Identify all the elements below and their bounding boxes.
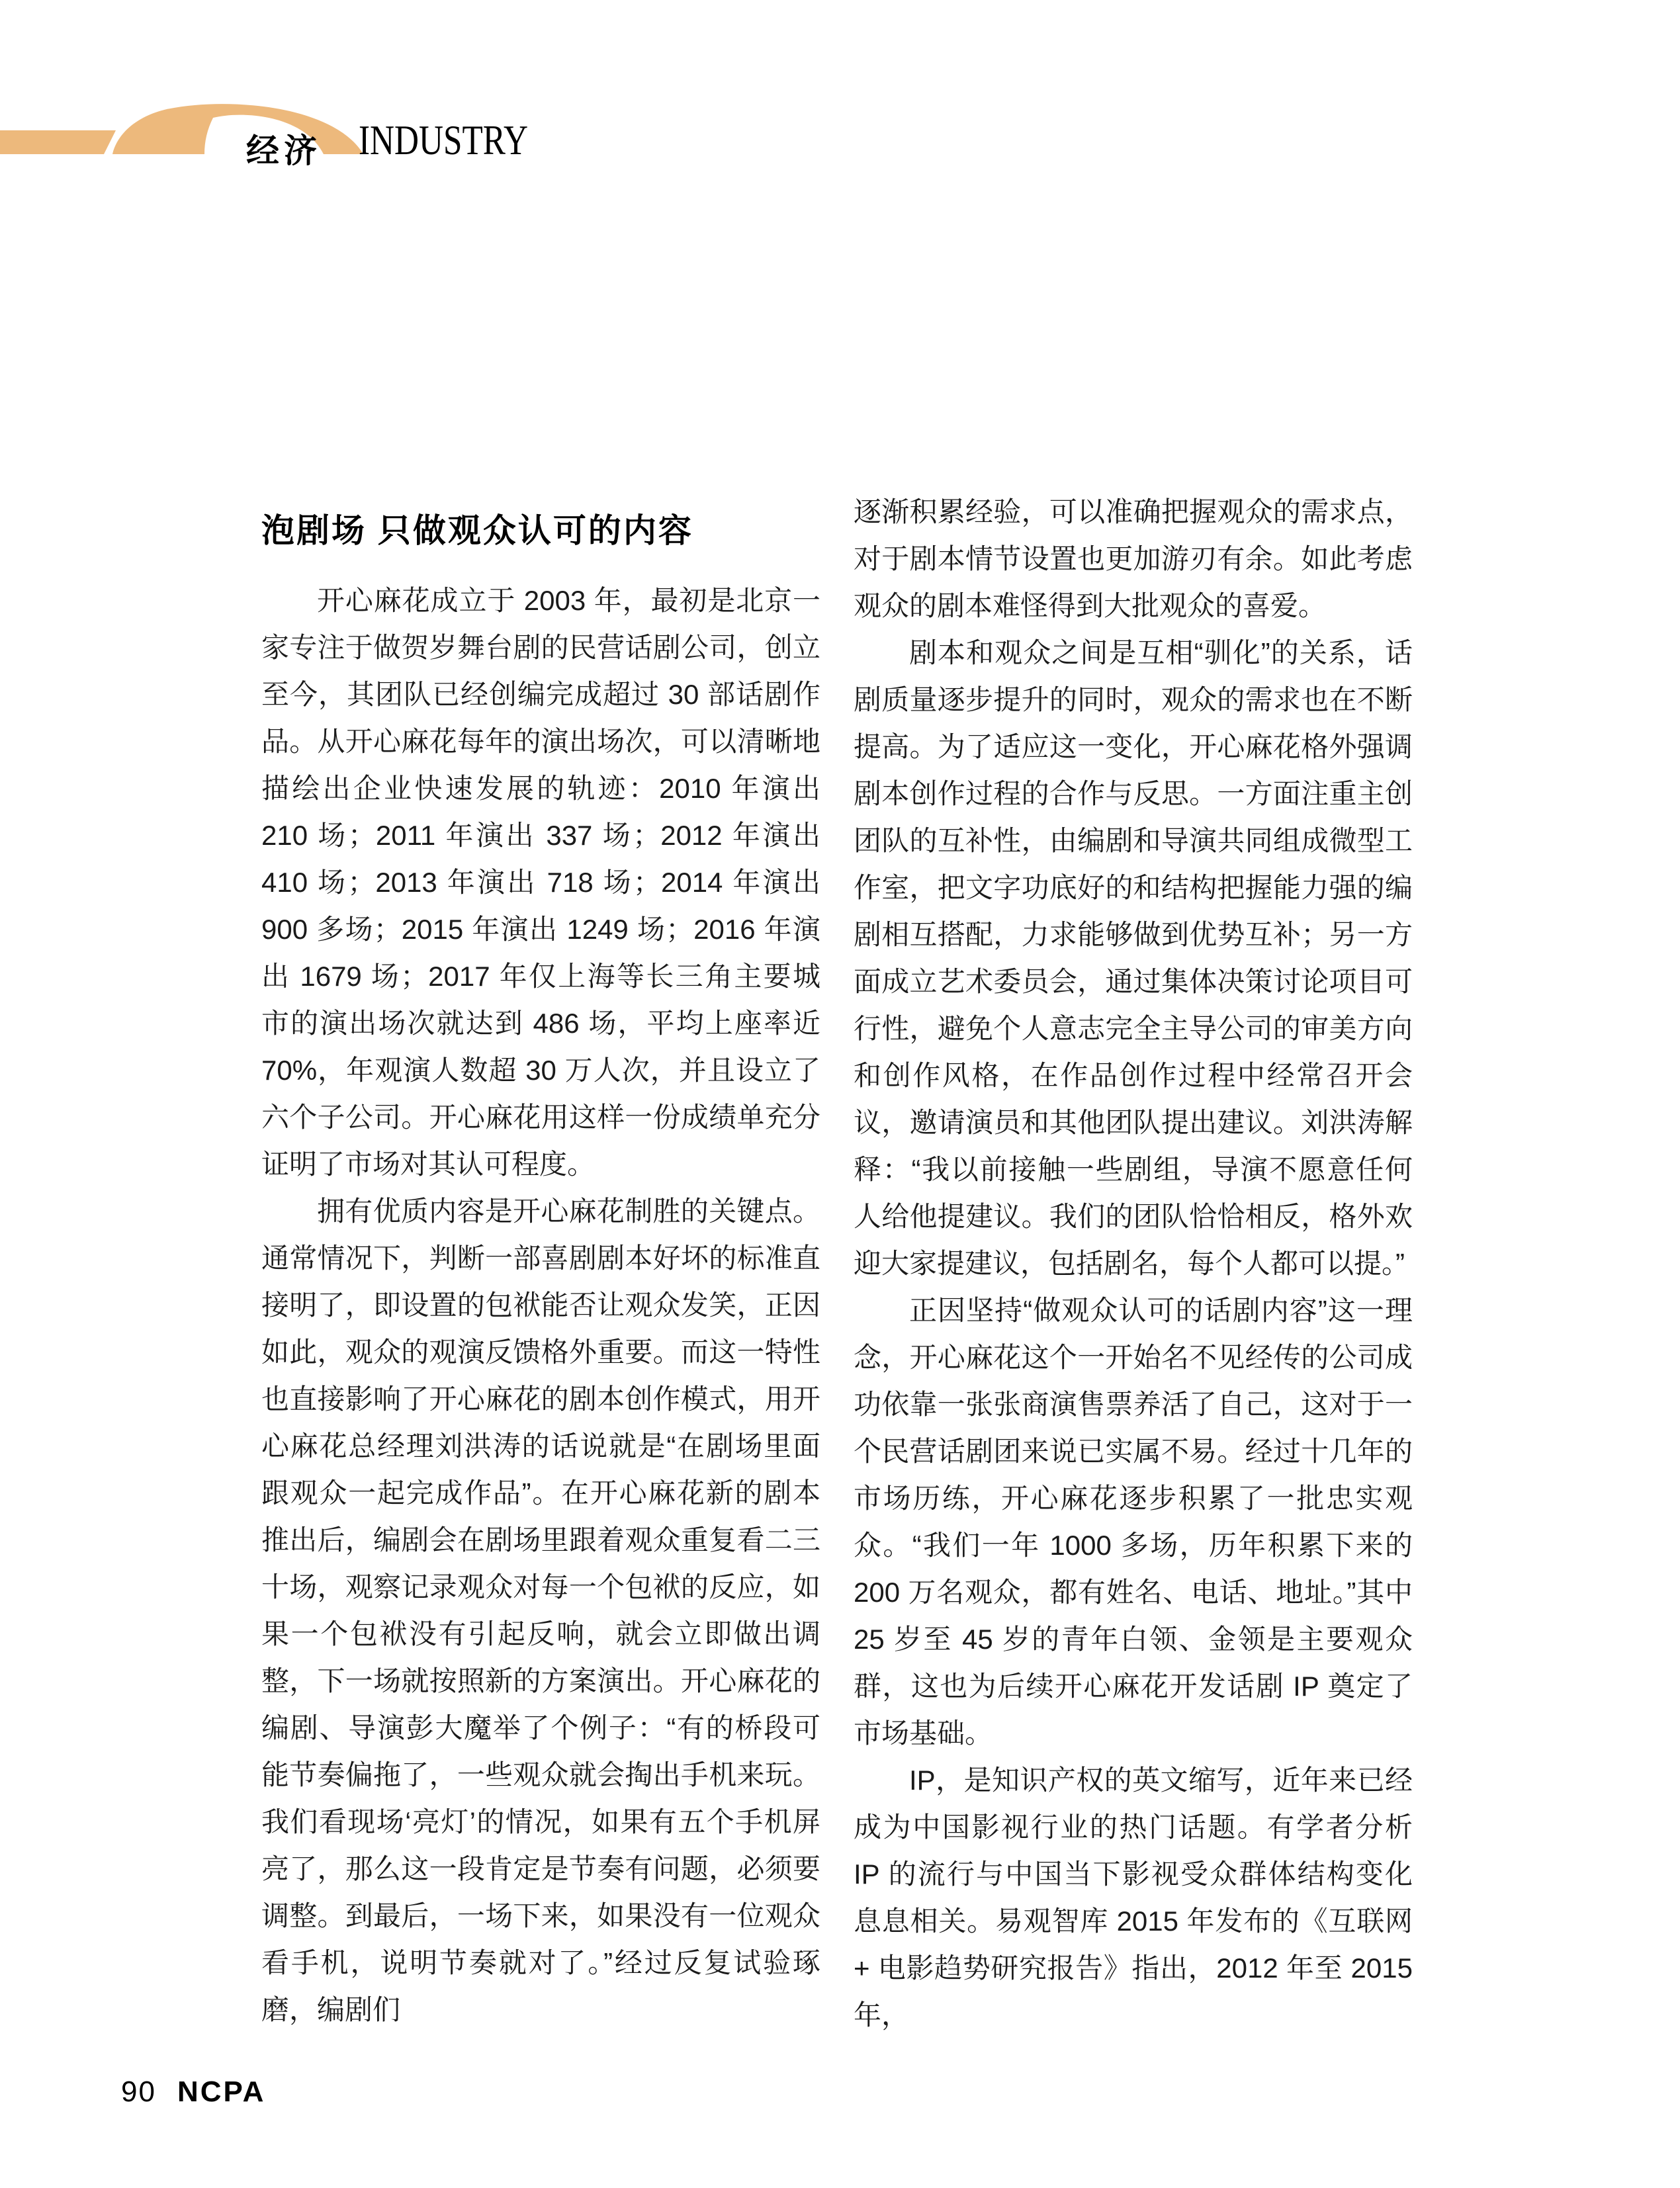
body-paragraph: 开心麻花成立于 2003 年，最初是北京一家专注于做贺岁舞台剧的民营话剧公司，创立至今，其团队已经创编完成超过 30 部话剧作品。从开心麻花每年的演出场次，可以清晰地描绘出企业快速发展的轨迹：2010 年演出 210 场；2011 年演出 337 场；2012 年演出 410 场；2013 年演出 718 场；2014 年演出 900 多场；2015 年演出 1249 场；2016 年演出 1679 场；2017 年仅上海等长三角主要城市的演出场次就达到 486 场，平均上座率近 70%，年观演人数超 30 万人次，并且设立了六个子公司。开心麻花用这样一份成绩单充分证明了市场对其认可程度。 — [261, 585, 820, 1180]
header-dome-shape — [112, 104, 363, 154]
page-number: 90 — [121, 2076, 156, 2108]
body-paragraph: 正因坚持“做观众认可的话剧内容”这一理念，开心麻花这个一开始名不见经传的公司成功依靠一张张商演售票养活了自己，这对于一个民营话剧团来说已实属不易。经过十几年的市场历练，开心麻花逐步积累了一批忠实观众。“我们一年 1000 多场，历年积累下来的 200 万名观众，都有姓名、电话、地址。”其中 25 岁至 45 岁的青年白领、金领是主要观众群，这也为后续开心麻花开发话剧 IP 奠定了市场基础。 — [854, 1295, 1413, 1749]
body-paragraph: 剧本和观众之间是互相“驯化”的关系，话剧质量逐步提升的同时，观众的需求也在不断提高。为了适应这一变化，开心麻花格外强调剧本创作过程的合作与反思。一方面注重主创团队的互补性，由编剧和导演共同组成微型工作室，把文字功底好的和结构把握能力强的编剧相互搭配，力求能够做到优势互补；另一方面成立艺术委员会，通过集体决策讨论项目可行性，避免个人意志完全主导公司的审美方向和创作风格，在作品创作过程中经常召开会议，邀请演员和其他团队提出建议。刘洪涛解释：“我以前接触一些剧组，导演不愿意任何人给他提建议。我们的团队恰恰相反，格外欢迎大家提建议，包括剧名，每个人都可以提。” — [854, 637, 1413, 1279]
page-footer — [121, 2072, 265, 2112]
body-paragraph: 逐渐积累经验，可以准确把握观众的需求点，对于剧本情节设置也更加游刃有余。如此考虑观众的剧本难怪得到大批观众的喜爱。 — [854, 496, 1413, 621]
section-title-en: INDUSTRY — [359, 116, 529, 163]
body-paragraph: IP，是知识产权的英文缩写，近年来已经成为中国影视行业的热门话题。有学者分析 IP 的流行与中国当下影视受众群体结构变化息息相关。易观智库 2015 年发布的《互联网 + 电影趋势研究报告》指出，2012 年至 2015 年， — [854, 1765, 1413, 2031]
header-bar-shape — [0, 130, 116, 154]
article-heading: 泡剧场 只做观众认可的内容 — [261, 511, 693, 549]
section-title-cn: 经济 — [246, 132, 322, 169]
body-paragraph: 拥有优质内容是开心麻花制胜的关键点。通常情况下，判断一部喜剧剧本好坏的标准直接明了，即设置的包袱能否让观众发笑，正因如此，观众的观演反馈格外重要。而这一特性也直接影响了开心麻花的剧本创作模式，用开心麻花总经理刘洪涛的话说就是“在剧场里面跟观众一起完成作品”。在开心麻花新的剧本推出后，编剧会在剧场里跟着观众重复看二三十场，观察记录观众对每一个包袱的反应，如果一个包袱没有引起反响，就会立即做出调整，下一场就按照新的方案演出。开心麻花的编剧、导演彭大魔举了个例子：“有的桥段可能节奏偏拖了，一些观众就会掏出手机来玩。我们看现场‘亮灯’的情况，如果有五个手机屏亮了，那么这一段肯定是节奏有问题，必须要调整。到最后，一场下来，如果没有一位观众看手机，说明节奏就对了。”经过反复试验琢磨，编剧们 — [261, 1196, 820, 2025]
left-column — [261, 577, 820, 2033]
right-column — [854, 488, 1413, 2038]
journal-code: NCPA — [177, 2076, 266, 2108]
